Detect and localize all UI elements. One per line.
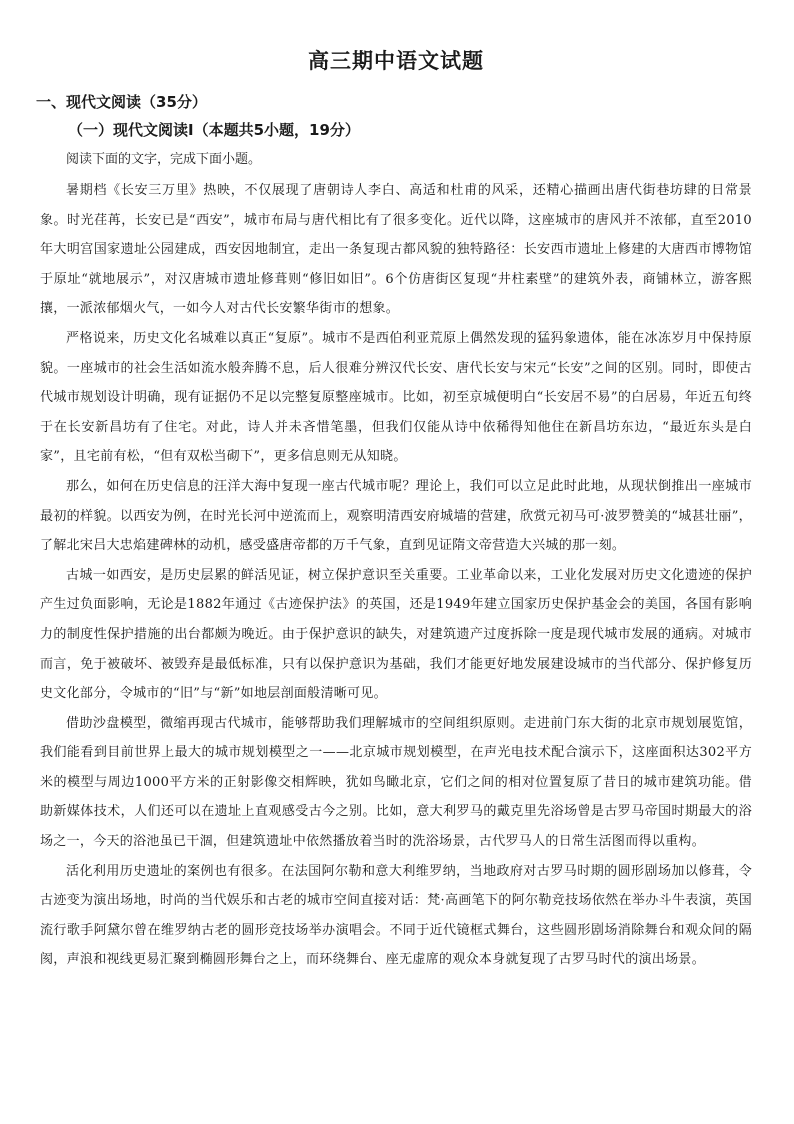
passage-paragraph-4: 古城一如西安，是历史层累的鲜活见证，树立保护意识至关重要。工业革命以来，工业化发展对历史文化遗迹的保护产生过负面影响，无论是1882年通过《古迹保护法》的英国，还是1949年建立国家历史保护基金会的美国，各国有影响力的制度性保护措施的出台都颇为晚近。由于保护意识的缺失，对建筑遗产过度拆除一度是现代城市发展的通病。对城市而言，免于被破坏、被毁弃是最低标准，只有以保护意识为基础，我们才能更好地发展建设城市的当代部分、保护修复历史文化部分，令城市的“旧”与“新”如地层剖面般清晰可见。 xyxy=(40,567,752,702)
section-heading: 一、现代文阅读（35分） xyxy=(36,93,207,111)
passage-paragraph-2: 严格说来，历史文化名城难以真正“复原”。城市不是西伯利亚荒原上偶然发现的猛犸象遗体，能在冰冻岁月中保持原貌。一座城市的社会生活如流水般奔腾不息，后人很难分辨汉代长安、唐代长安与宋元“长安”之间的区别。同时，即使古代城市规划设计明确，现有证据仍不足以完整复原整座城市。比如，初至京城便明白“长安居不易”的白居易，年近五旬终于在长安新昌坊有了住宅。对此，诗人并未吝惜笔墨，但我们仅能从诗中依稀得知他住在新昌坊东边，“最近东头是白家”，且宅前有松，“但有双松当砌下”，更多信息则无从知晓。 xyxy=(40,330,752,465)
passage-paragraph-3: 那么，如何在历史信息的汪洋大海中复现一座古代城市呢？理论上，我们可以立足此时此地，从现状倒推出一座城市最初的样貌。以西安为例，在时光长河中逆流而上，观察明清西安府城墙的营建，欣赏元初马可·波罗赞美的“城甚壮丽”，了解北宋吕大忠焰建碑林的动机，感受盛唐帝都的万千气象，直到见证隋文帝营造大兴城的那一刻。 xyxy=(40,478,752,554)
passage-paragraph-6: 活化利用历史遗址的案例也有很多。在法国阿尔勒和意大利维罗纳，当地政府对古罗马时期的圆形剧场加以修葺，令古迹变为演出场地，时尚的当代娱乐和古老的城市空间直接对话：梵·高画笔下的阿尔勒竞技场依然在举办斗牛表演，英国流行歌手阿黛尔曾在维罗纳古老的圆形竞技场举办演唱会。不同于近代镜框式舞台，这些圆形剧场消除舞台和观众间的隔阂，声浪和视线更易汇聚到椭圆形舞台之上，而环绕舞台、座无虚席的观众本身就复现了古罗马时代的演出场景。 xyxy=(40,863,752,968)
sub-section-heading: （一）现代文阅读Ⅰ（本题共5小题，19分） xyxy=(68,121,360,139)
passage-paragraph-1: 暑期档《长安三万里》热映，不仅展现了唐朝诗人李白、高适和杜甫的风采，还精心描画出唐代街巷坊肆的日常景象。时光荏苒，长安已是“西安”，城市布局与唐代相比有了很多变化。近代以降，这座城市的唐风并不浓郁，直至2010年大明宫国家遗址公园建成，西安因地制宜，走出一条复现古都风貌的独特路径：长安西市遗址上修建的大唐西市博物馆于原址“就地展示”，对汉唐城市遗址修葺则“修旧如旧”。6个仿唐街区复现“井柱素壁”的建筑外表，商铺林立，游客熙攘，一派浓郁烟火气，一如今人对古代长安繁华街市的想象。 xyxy=(40,183,752,317)
reading-instruction: 阅读下面的文字，完成下面小题。 xyxy=(66,152,262,167)
passage-paragraph-5: 借助沙盘模型，微缩再现古代城市，能够帮助我们理解城市的空间组织原则。走进前门东大街的北京市规划展览馆，我们能看到目前世界上最大的城市规划模型之一——北京城市规划模型，在声光电技术配合演示下，这座面积达302平方米的模型与周边1000平方米的正射影像交相辉映，犹如鸟瞰北京，它们之间的相对位置复原了昔日的城市建筑功能。借助新媒体技术，人们还可以在遗址上直观感受古今之别。比如，意大利罗马的戴克里先浴场曾是古罗马帝国时期最大的浴场之一，今天的浴池虽已干涸，但建筑遗址中依然播放着当时的洗浴场景，古代罗马人的日常生活图而得以重构。 xyxy=(40,715,752,850)
reading-passage xyxy=(40,176,752,975)
page-title: 高三期中语文试题 xyxy=(308,48,484,73)
